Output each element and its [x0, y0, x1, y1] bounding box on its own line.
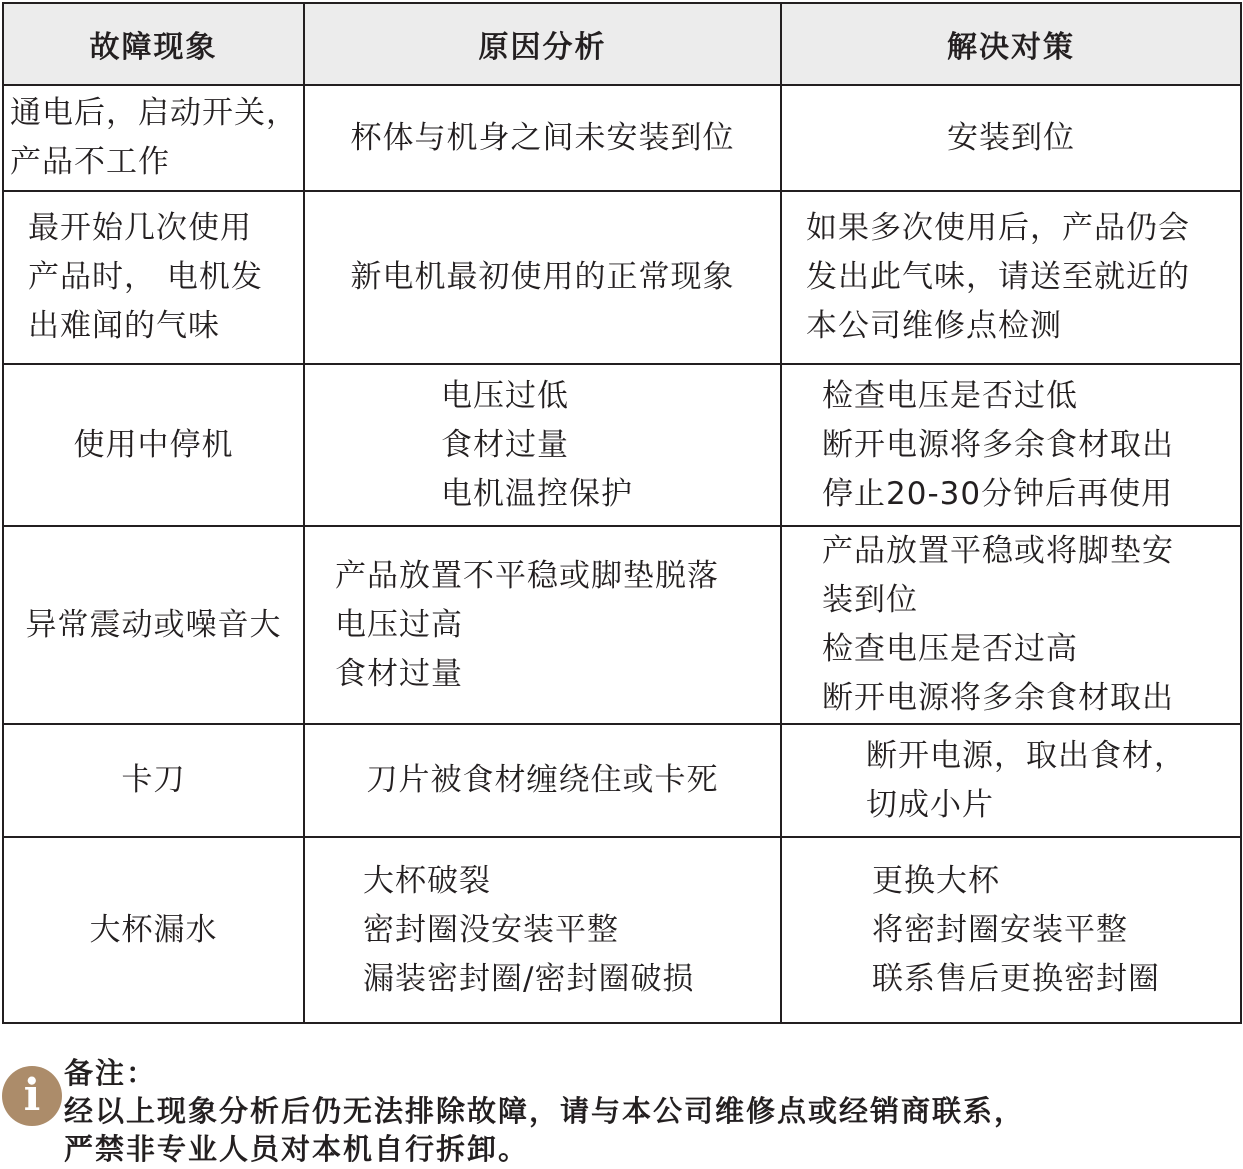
solution-cell — [781, 837, 1241, 1023]
symptom-cell — [3, 724, 304, 837]
solution-line: 断开电源，取出食材， — [866, 737, 1186, 774]
cause-line: 大杯破裂 — [363, 862, 491, 899]
symptom-line: 大杯漏水 — [89, 911, 218, 948]
table-row — [3, 724, 1241, 837]
cause-cell — [304, 724, 781, 837]
cause-line: 刀片被食材缠绕住或卡死 — [366, 762, 719, 798]
solution-cell — [781, 724, 1241, 837]
cause-line: 漏装密封圈/密封圈破损 — [363, 960, 695, 997]
solution-line: 检查电压是否过低 — [822, 377, 1078, 414]
cause-line: 密封圈没安装平整 — [363, 911, 619, 948]
cause-line: 产品放置不平稳或脚垫脱落 — [335, 557, 719, 594]
header-cause: 原因分析 — [304, 3, 781, 85]
symptom-cell — [3, 526, 304, 724]
solution-line: 切成小片 — [866, 786, 994, 823]
table-row — [3, 526, 1241, 724]
symptom-line: 产品不工作 — [10, 144, 170, 180]
solution-cell — [781, 191, 1241, 364]
solution-line: 联系售后更换密封圈 — [872, 960, 1160, 997]
symptom-line: 使用中停机 — [73, 426, 234, 463]
cause-line: 杯体与机身之间未安装到位 — [350, 119, 735, 156]
note-title: 备注： — [64, 1056, 158, 1090]
cause-cell — [304, 837, 781, 1023]
cause-line: 电压过高 — [335, 606, 463, 643]
cause-cell — [304, 85, 781, 191]
table-row — [3, 85, 1241, 191]
solution-line: 安装到位 — [947, 119, 1075, 156]
note-line: 经以上现象分析后仍无法排除故障，请与本公司维修点或经销商联系， — [64, 1094, 1026, 1128]
header-symptom: 故障现象 — [3, 3, 304, 85]
symptom-cell — [3, 364, 304, 526]
header-solution: 解决对策 — [781, 3, 1241, 85]
solution-line: 断开电源将多余食材取出 — [822, 680, 1174, 716]
solution-cell — [781, 85, 1241, 191]
note-text — [64, 1054, 1025, 1168]
symptom-line: 出难闻的气味 — [28, 308, 220, 344]
table-row — [3, 191, 1241, 364]
solution-line: 更换大杯 — [872, 862, 1000, 899]
note-line: 严禁非专业人员对本机自行拆卸。 — [64, 1132, 530, 1166]
symptom-line: 异常震动或噪音大 — [25, 606, 282, 643]
solution-line: 断开电源将多余食材取出 — [822, 426, 1174, 463]
symptom-cell — [3, 191, 304, 364]
cause-line: 电机温控保护 — [441, 475, 633, 512]
solution-line: 本公司维修点检测 — [806, 308, 1062, 344]
solution-line: 检查电压是否过高 — [822, 631, 1078, 667]
cause-line: 食材过量 — [335, 655, 463, 692]
info-icon: i — [2, 1066, 62, 1126]
solution-line: 产品放置平稳或将脚垫安 — [822, 533, 1174, 569]
solution-line: 停止20-30分钟后再使用 — [822, 475, 1174, 512]
solution-cell — [781, 364, 1241, 526]
cause-line: 电压过低 — [441, 377, 569, 414]
cause-line: 食材过量 — [441, 426, 569, 463]
cause-cell — [304, 191, 781, 364]
solution-line: 如果多次使用后，产品仍会 — [806, 210, 1190, 246]
troubleshooting-table — [2, 2, 1242, 1024]
solution-cell — [781, 526, 1241, 724]
symptom-cell — [3, 85, 304, 191]
solution-line: 装到位 — [822, 582, 918, 618]
cause-cell — [304, 364, 781, 526]
table-row — [3, 364, 1241, 526]
table-row — [3, 837, 1241, 1023]
cause-line: 新电机最初使用的正常现象 — [350, 259, 735, 295]
cause-cell — [304, 526, 781, 724]
solution-line: 将密封圈安装平整 — [872, 911, 1128, 948]
symptom-line: 最开始几次使用 — [28, 210, 252, 246]
troubleshooting-table-container — [2, 2, 1240, 1024]
symptom-line: 产品时， 电机发 — [28, 259, 263, 295]
symptom-line: 卡刀 — [121, 762, 186, 798]
solution-line: 发出此气味，请送至就近的 — [806, 259, 1190, 295]
symptom-cell — [3, 837, 304, 1023]
note-section — [0, 1052, 1243, 1169]
table-header-row — [3, 3, 1241, 85]
symptom-line: 通电后，启动开关， — [10, 95, 298, 131]
